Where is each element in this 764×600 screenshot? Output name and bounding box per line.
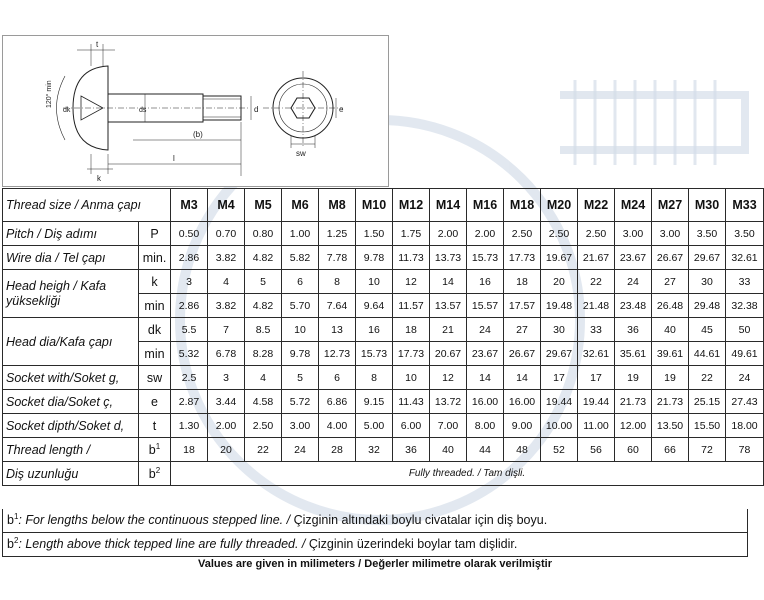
value-cell: 5.70 (282, 294, 319, 318)
value-cell: 16 (356, 318, 393, 342)
value-cell: 6.78 (208, 342, 245, 366)
value-cell: 21.67 (578, 246, 615, 270)
value-cell: 13 (319, 318, 356, 342)
value-cell: 2.50 (541, 222, 578, 246)
value-cell: 8 (319, 270, 356, 294)
row-label: Diş uzunluğu (3, 462, 139, 486)
value-cell: 29.48 (689, 294, 726, 318)
value-cell: 9.78 (282, 342, 319, 366)
value-cell: 21.73 (652, 390, 689, 414)
footnote-2: $b^2$: Length above thick tepped line are fully threaded. / Çizginin üzerindeki boylar tam dişlidir. (2, 533, 748, 557)
value-cell: 21 (430, 318, 467, 342)
value-cell: 2.00 (430, 222, 467, 246)
value-cell: 19.44 (578, 390, 615, 414)
value-cell: 9.78 (356, 246, 393, 270)
row-symbol: $b^2$ (139, 462, 171, 486)
value-cell: 4.00 (319, 414, 356, 438)
dim-label-t: t (96, 40, 99, 49)
size-cell: M33 (726, 189, 764, 222)
value-cell: 4 (245, 366, 282, 390)
value-cell: 30 (541, 318, 578, 342)
row-symbol: dk (139, 318, 171, 342)
value-cell: 29.67 (541, 342, 578, 366)
value-cell: 10 (282, 318, 319, 342)
value-cell: 22 (245, 438, 282, 462)
value-cell: 35.61 (615, 342, 652, 366)
value-cell: 3.44 (208, 390, 245, 414)
value-cell: 3.82 (208, 294, 245, 318)
row-symbol: k (139, 270, 171, 294)
value-cell: 3 (171, 270, 208, 294)
value-cell: 24 (467, 318, 504, 342)
value-cell: 14 (430, 270, 467, 294)
dim-label-l: l (173, 154, 175, 163)
dim-label-d: d (254, 105, 259, 114)
row-label: Head heigh / Kafa yüksekliği (3, 270, 139, 318)
value-cell: 40 (652, 318, 689, 342)
value-cell: 1.00 (282, 222, 319, 246)
size-cell: M22 (578, 189, 615, 222)
value-cell: 6 (282, 270, 319, 294)
value-cell: 18.00 (726, 414, 764, 438)
dim-label-e: e (339, 105, 344, 114)
value-cell: 11.00 (578, 414, 615, 438)
value-cell: 23.48 (615, 294, 652, 318)
value-cell: 26.67 (652, 246, 689, 270)
value-cell: 50 (726, 318, 764, 342)
value-cell: 3.82 (208, 246, 245, 270)
value-cell: 9.00 (504, 414, 541, 438)
value-cell: 1.50 (356, 222, 393, 246)
row-label: Socket dia/Soket ç, (3, 390, 139, 414)
value-cell: 25.15 (689, 390, 726, 414)
value-cell: 3.00 (652, 222, 689, 246)
row-label: Socket dipth/Soket d, (3, 414, 139, 438)
value-cell: 27.43 (726, 390, 764, 414)
value-cell: 8.5 (245, 318, 282, 342)
value-cell: 22 (689, 366, 726, 390)
size-cell: M12 (393, 189, 430, 222)
size-cell: M10 (356, 189, 393, 222)
value-cell: 5.00 (356, 414, 393, 438)
dim-label-k: k (97, 174, 101, 183)
value-cell: 5.32 (171, 342, 208, 366)
size-cell: M30 (689, 189, 726, 222)
row-symbol: min (139, 294, 171, 318)
value-cell: 26.67 (504, 342, 541, 366)
size-cell: M16 (467, 189, 504, 222)
value-cell: 15.50 (689, 414, 726, 438)
units-footer: Values are given in milimeters / Değerler milimetre olarak verilmiştir (197, 558, 552, 570)
value-cell: 36 (615, 318, 652, 342)
value-cell: 12 (430, 366, 467, 390)
size-cell: M6 (282, 189, 319, 222)
value-cell: 44 (467, 438, 504, 462)
value-cell: 7.64 (319, 294, 356, 318)
value-cell: 28 (319, 438, 356, 462)
header-row (3, 189, 764, 222)
value-cell: 17 (578, 366, 615, 390)
value-cell: 5 (245, 270, 282, 294)
value-cell: 6.86 (319, 390, 356, 414)
value-cell: 33 (578, 318, 615, 342)
value-cell: 13.73 (430, 246, 467, 270)
row-symbol: min (139, 342, 171, 366)
value-cell: 21.73 (615, 390, 652, 414)
value-cell: 18 (504, 270, 541, 294)
value-cell: 30 (689, 270, 726, 294)
value-cell: 4 (208, 270, 245, 294)
size-cell: M20 (541, 189, 578, 222)
value-cell: 3.00 (282, 414, 319, 438)
row-symbol: e (139, 390, 171, 414)
row-label: Thread length / (3, 438, 139, 462)
value-cell: 32 (356, 438, 393, 462)
value-cell: 11.43 (393, 390, 430, 414)
row-symbol: P (139, 222, 171, 246)
footnote-1: $b^1$: For lengths below the continuous stepped line. / Çizginin altındaki boylu civatalar için diş boyu. (2, 509, 748, 533)
thread-length-row (3, 438, 764, 462)
value-cell: 12.00 (615, 414, 652, 438)
value-cell: 8.28 (245, 342, 282, 366)
value-cell: 23.67 (615, 246, 652, 270)
row-label: Socket with/Soket g, (3, 366, 139, 390)
value-cell: 2.00 (208, 414, 245, 438)
value-cell: 36 (393, 438, 430, 462)
value-cell: 2.87 (171, 390, 208, 414)
value-cell: 19.44 (541, 390, 578, 414)
row-label: Wire dia / Tel çapı (3, 246, 139, 270)
value-cell: 1.30 (171, 414, 208, 438)
value-cell: 6.00 (393, 414, 430, 438)
value-cell: 60 (615, 438, 652, 462)
value-cell: 72 (689, 438, 726, 462)
header-label: Thread size / Anma çapı (3, 189, 171, 222)
value-cell: 27 (652, 270, 689, 294)
value-cell: 19 (615, 366, 652, 390)
size-cell: M27 (652, 189, 689, 222)
value-cell: 1.75 (393, 222, 430, 246)
thread-length-full-row (3, 462, 764, 486)
value-cell: 5.82 (282, 246, 319, 270)
value-cell: 7.00 (430, 414, 467, 438)
size-cell: M8 (319, 189, 356, 222)
value-cell: 17.57 (504, 294, 541, 318)
row-symbol: $b^1$ (139, 438, 171, 462)
value-cell: 9.64 (356, 294, 393, 318)
value-cell: 56 (578, 438, 615, 462)
value-cell: 22 (578, 270, 615, 294)
value-cell: 18 (171, 438, 208, 462)
value-cell: 19 (652, 366, 689, 390)
value-cell: 17 (541, 366, 578, 390)
value-cell: 12.73 (319, 342, 356, 366)
value-cell: 3 (208, 366, 245, 390)
value-cell: 49.61 (726, 342, 764, 366)
value-cell: 15.73 (467, 246, 504, 270)
value-cell: 8 (356, 366, 393, 390)
value-cell: 0.70 (208, 222, 245, 246)
size-cell: M14 (430, 189, 467, 222)
value-cell: 2.86 (171, 294, 208, 318)
value-cell: 0.80 (245, 222, 282, 246)
size-cell: M3 (171, 189, 208, 222)
value-cell: 3.50 (726, 222, 764, 246)
value-cell: 2.50 (504, 222, 541, 246)
value-cell: 16.00 (504, 390, 541, 414)
value-cell: 24 (615, 270, 652, 294)
value-cell: 5 (282, 366, 319, 390)
pitch-row (3, 222, 764, 246)
size-cell: M5 (245, 189, 282, 222)
value-cell: 13.50 (652, 414, 689, 438)
row-symbol: min. (139, 246, 171, 270)
value-cell: 66 (652, 438, 689, 462)
value-cell: 1.25 (319, 222, 356, 246)
value-cell: 26.48 (652, 294, 689, 318)
head-dia-row (3, 318, 764, 342)
value-cell: 15.57 (467, 294, 504, 318)
value-cell: 11.73 (393, 246, 430, 270)
value-cell: 16.00 (467, 390, 504, 414)
wire-dia-row (3, 246, 764, 270)
value-cell: 48 (504, 438, 541, 462)
value-cell: 19.48 (541, 294, 578, 318)
row-label: Head dia/Kafa çapı (3, 318, 139, 366)
socket-dia-row (3, 390, 764, 414)
value-cell: 4.82 (245, 294, 282, 318)
spec-table (2, 188, 764, 486)
value-cell: 2.00 (467, 222, 504, 246)
value-cell: 32.38 (726, 294, 764, 318)
value-cell: 24 (726, 366, 764, 390)
value-cell: 17.73 (393, 342, 430, 366)
row-symbol: t (139, 414, 171, 438)
dim-label-sw: sw (296, 149, 306, 158)
value-cell: 17.73 (504, 246, 541, 270)
value-cell: 20 (541, 270, 578, 294)
value-cell: 24 (282, 438, 319, 462)
row-symbol: sw (139, 366, 171, 390)
value-cell: 13.57 (430, 294, 467, 318)
value-cell: 20 (208, 438, 245, 462)
value-cell: 12 (393, 270, 430, 294)
value-cell: 9.15 (356, 390, 393, 414)
value-cell: 39.61 (652, 342, 689, 366)
size-cell: M4 (208, 189, 245, 222)
value-cell: 14 (467, 366, 504, 390)
value-cell: 8.00 (467, 414, 504, 438)
dim-label-b: (b) (193, 130, 203, 139)
value-cell: 32.61 (726, 246, 764, 270)
value-cell: 2.86 (171, 246, 208, 270)
dim-label-dk: dk (63, 107, 71, 114)
value-cell: 2.5 (171, 366, 208, 390)
value-cell: 3.00 (615, 222, 652, 246)
value-cell: 23.67 (467, 342, 504, 366)
value-cell: 4.82 (245, 246, 282, 270)
head-height-row (3, 270, 764, 294)
value-cell: 6 (319, 366, 356, 390)
value-cell: 3.50 (689, 222, 726, 246)
size-cell: M24 (615, 189, 652, 222)
value-cell: 21.48 (578, 294, 615, 318)
socket-width-row (3, 366, 764, 390)
value-cell: 40 (430, 438, 467, 462)
value-cell: 7.78 (319, 246, 356, 270)
value-cell: 45 (689, 318, 726, 342)
value-cell: 5.5 (171, 318, 208, 342)
value-cell: 78 (726, 438, 764, 462)
row-label: Pitch / Diş adımı (3, 222, 139, 246)
value-cell: 32.61 (578, 342, 615, 366)
value-cell: 19.67 (541, 246, 578, 270)
value-cell: 10.00 (541, 414, 578, 438)
size-cell: M18 (504, 189, 541, 222)
value-cell: 44.61 (689, 342, 726, 366)
value-cell: 10 (393, 366, 430, 390)
value-cell: 2.50 (245, 414, 282, 438)
value-cell: 52 (541, 438, 578, 462)
dim-label-ds: ds (139, 107, 147, 114)
value-cell: 2.50 (578, 222, 615, 246)
value-cell: 0.50 (171, 222, 208, 246)
value-cell: 15.73 (356, 342, 393, 366)
value-cell: 16 (467, 270, 504, 294)
fully-threaded-cell: Fully threaded. / Tam dişli. (171, 462, 764, 486)
value-cell: 7 (208, 318, 245, 342)
value-cell: 18 (393, 318, 430, 342)
value-cell: 27 (504, 318, 541, 342)
value-cell: 4.58 (245, 390, 282, 414)
socket-depth-row (3, 414, 764, 438)
value-cell: 20.67 (430, 342, 467, 366)
dim-label-angle: 120° min (46, 80, 53, 108)
value-cell: 14 (504, 366, 541, 390)
value-cell: 10 (356, 270, 393, 294)
value-cell: 5.72 (282, 390, 319, 414)
value-cell: 29.67 (689, 246, 726, 270)
technical-drawing (2, 35, 389, 187)
value-cell: 11.57 (393, 294, 430, 318)
value-cell: 33 (726, 270, 764, 294)
value-cell: 13.72 (430, 390, 467, 414)
